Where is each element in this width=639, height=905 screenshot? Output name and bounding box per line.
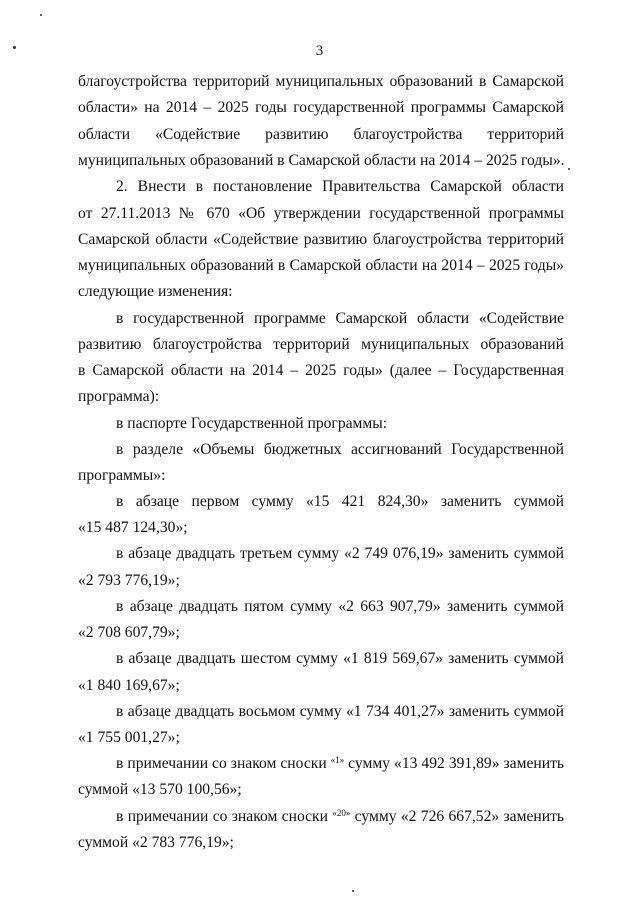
scan-speck xyxy=(40,14,42,16)
scan-speck xyxy=(352,890,354,892)
paragraph-line: в абзаце двадцать шестом сумму «1 819 569,67» заменить суммой xyxy=(116,650,564,667)
paragraph-line: суммой «13 570 100,56»; xyxy=(78,781,242,798)
paragraph-line: суммой «2 783 776,19»; xyxy=(78,834,234,851)
paragraph-line: программа): xyxy=(78,388,160,405)
footnote-amendment-line xyxy=(116,808,564,826)
paragraph-line: от 27.11.2013 № 670 «Об утверждении государственной программы xyxy=(78,205,564,222)
footnote-mark: «20» xyxy=(332,808,351,818)
paragraph-line: в разделе «Объемы бюджетных ассигнований Государственной xyxy=(116,441,564,458)
paragraph-line: в абзаце двадцать восьмом сумму «1 734 401,27» заменить суммой xyxy=(116,703,564,720)
paragraph-line: в абзаце двадцать третьем сумму «2 749 076,19» заменить суммой xyxy=(116,545,564,562)
paragraph-line: в паспорте Государственной программы: xyxy=(116,415,388,432)
scan-speck xyxy=(568,168,570,170)
paragraph-line: «2 708 607,79»; xyxy=(78,624,180,641)
paragraph-line: муниципальных образований в Самарской области на 2014 – 2025 годы». xyxy=(78,152,565,169)
paragraph-line: в государственной программе Самарской области «Содействие xyxy=(116,310,564,327)
paragraph-line: «2 793 776,19»; xyxy=(78,572,180,589)
paragraph-line: программы»: xyxy=(78,467,166,484)
footnote-text: сумму «2 726 667,52» заменить xyxy=(350,808,564,825)
footnote-amendment-line xyxy=(116,755,564,773)
footnote-text: в примечании со знаком сноски xyxy=(116,808,333,825)
paragraph-line: следующие изменения: xyxy=(78,283,233,300)
paragraph-line: Самарской области «Содействие развитию благоустройства территорий xyxy=(78,231,564,248)
page-number: 3 xyxy=(315,43,324,59)
paragraph-line: 2. Внести в постановление Правительства Самарской области xyxy=(116,178,564,195)
paragraph-line: области «Содействие развитию благоустройства территорий xyxy=(78,126,564,143)
paragraph-line: «1 840 169,67»; xyxy=(78,677,180,694)
footnote-mark: «1» xyxy=(330,755,345,765)
paragraph-line: развитию благоустройства территорий муниципальных образований xyxy=(78,336,564,353)
footnote-text: в примечании со знаком сноски xyxy=(116,755,331,772)
paragraph-line: благоустройства территорий муниципальных образований в Самарской xyxy=(78,73,564,90)
paragraph-line: «1 755 001,27»; xyxy=(78,729,180,746)
footnote-text: сумму «13 492 391,89» заменить xyxy=(344,755,564,772)
paragraph-line: муниципальных образований в Самарской области на 2014 – 2025 годы» xyxy=(78,257,564,274)
paragraph-line: области» на 2014 – 2025 годы государственной программы Самарской xyxy=(78,99,564,116)
paragraph-line: в абзаце двадцать пятом сумму «2 663 907,79» заменить суммой xyxy=(116,598,564,615)
paragraph-line: «15 487 124,30»; xyxy=(78,519,188,536)
paragraph-line: в Самарской области на 2014 – 2025 годы» (далее – Государственная xyxy=(78,362,564,379)
paragraph-line: в абзаце первом сумму «15 421 824,30» заменить суммой xyxy=(116,493,564,510)
